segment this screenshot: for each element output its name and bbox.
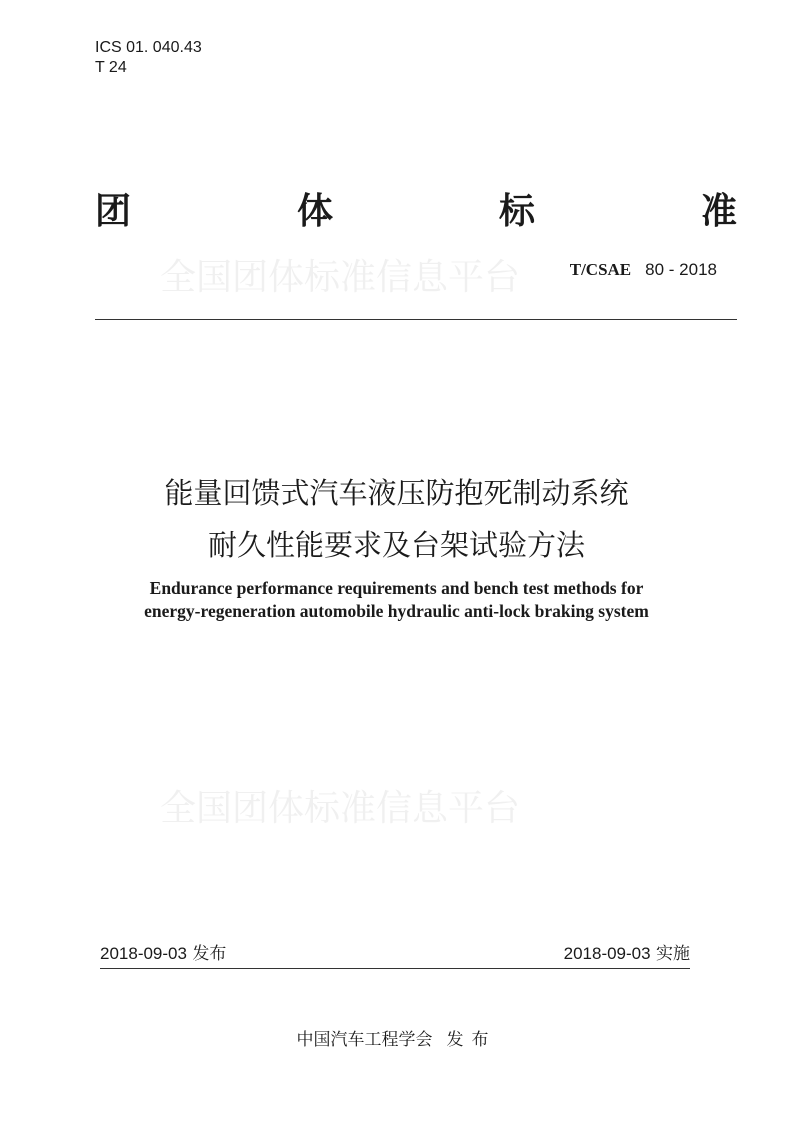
ccs-code: T 24 [95, 59, 127, 76]
standard-num: 80 - 2018 [645, 260, 717, 279]
title-en-line1: Endurance performance requirements and bench test methods for [149, 578, 644, 598]
watermark-top: 全国团体标准信息平台 [160, 257, 521, 298]
title-en-line2: energy-regeneration automobile hydraulic anti-lock braking system [144, 601, 649, 621]
standard-org: T/CSAE [569, 260, 632, 279]
publisher [0, 1028, 793, 1052]
issue-date-value: 2018-09-03 [100, 944, 187, 963]
implementation-date-label: 实施 [656, 944, 690, 964]
ics-code: ICS 01. 040.43 [95, 39, 202, 56]
publisher-action: 发布 [446, 1030, 497, 1050]
issue-date [100, 942, 226, 966]
issue-date-label: 发布 [192, 944, 227, 964]
publisher-name: 中国汽车工程学会 [296, 1030, 433, 1050]
title-cn-line1: 能量回馈式汽车液压防抱死制动系统 [164, 476, 629, 510]
title-cn-line2: 耐久性能要求及台架试验方法 [207, 528, 585, 562]
standard-number [570, 259, 717, 281]
implementation-date [564, 942, 690, 966]
ics-code-block [95, 38, 202, 78]
implementation-date-value: 2018-09-03 [563, 944, 651, 963]
category-char: 准 [700, 190, 737, 232]
category-char: 体 [296, 190, 333, 232]
standard-category [95, 188, 737, 234]
category-char: 标 [498, 190, 535, 232]
category-char: 团 [95, 190, 132, 232]
footer-divider [100, 968, 690, 969]
watermark-bottom: 全国团体标准信息平台 [160, 788, 521, 829]
header-divider [95, 319, 737, 320]
